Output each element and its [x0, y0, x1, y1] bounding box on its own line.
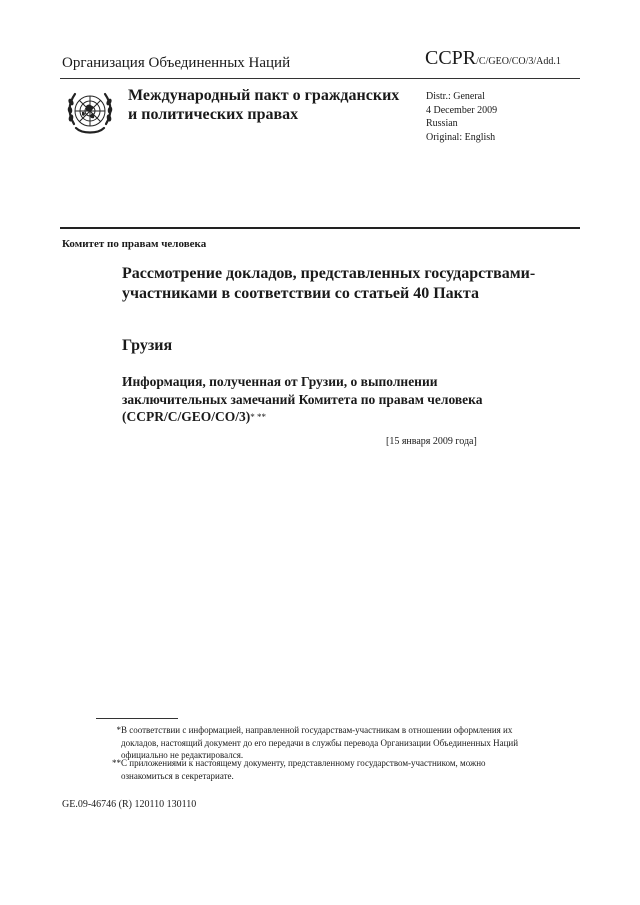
organization-name: Организация Объединенных Наций — [62, 55, 291, 71]
distribution-date: 4 December 2009 — [426, 104, 498, 116]
document-symbol — [425, 47, 561, 70]
document-title: Рассмотрение докладов, представленных государствами-участниками в соответствии со статьей 40 Пакта — [122, 265, 536, 302]
document-subtitle — [122, 373, 542, 427]
distribution-original: Original: English — [426, 131, 496, 143]
footnote-mark: ** — [112, 758, 121, 768]
un-emblem-icon — [62, 84, 118, 140]
header-divider — [60, 78, 580, 79]
document-subtitle-text: Информация, полученная от Грузии, о выполнении заключительных замечаний Комитета по правам человека (CCPR/C/GEO/CO/3) — [122, 374, 483, 424]
distribution-language: Russian — [426, 118, 458, 129]
distribution-status: Distr.: General — [426, 91, 485, 102]
header-thick-divider — [60, 227, 580, 229]
country-heading: Грузия — [122, 337, 173, 354]
instrument-title: Международный пакт о гражданских и политических правах — [128, 87, 400, 123]
document-symbol-rest: /C/GEO/CO/3/Add.1 — [476, 56, 561, 67]
submission-date: [15 января 2009 года] — [386, 436, 477, 447]
job-number: GE.09-46746 (R) 120110 130110 — [62, 799, 197, 810]
footnote-marks: * ** — [250, 412, 266, 422]
committee-name: Комитет по правам человека — [62, 238, 207, 250]
footnote — [96, 757, 526, 781]
distribution-block — [426, 90, 497, 144]
footnote-text: В соответствии с информацией, направленной государствам-участникам в отношении оформления их докладов, настоящий документ до его передачи в службы перевода Организации Объединенных Наций официально не редактировался. — [121, 725, 519, 760]
footnote — [96, 724, 526, 760]
footnote-mark: * — [116, 725, 121, 735]
document-symbol-main: CCPR — [425, 47, 477, 69]
footnote-text: С приложениями к настоящему документу, представленному государством-участником, можно ознакомиться в секретариате. — [121, 758, 486, 781]
footnote-divider — [96, 718, 178, 719]
